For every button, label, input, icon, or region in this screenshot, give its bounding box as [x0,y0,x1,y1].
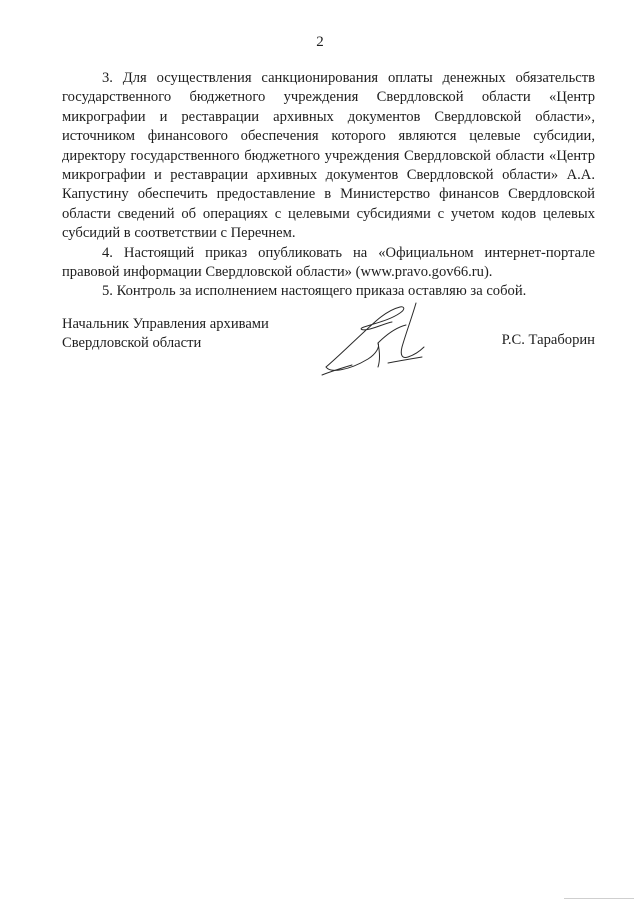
signer-name: Р.С. Тараборин [501,332,595,348]
paragraph-4: 4. Настоящий приказ опубликовать на «Официальном интернет-портале правовой информации Свердловской области» (www.pravo.gov66.ru). [62,244,595,281]
signer-position-line-2: Свердловской области [62,335,202,352]
paragraph-3: 3. Для осуществления санкционирования оплаты денежных обязательств государственного бюджетного учреждения Свердловской области «Центр микрографии и реставрации архивных документов Свердловской области», источником финансового обеспечения которого являются целевые субсидии, директору государственного бюджетного учреждения Свердловской области «Центр микрографии и реставрации архивных документов Свердловской области» А.А. Капустину обеспечить предоставление в Министерство финансов Свердловской области сведений об операциях с целевыми субсидиями с учетом кодов целевых субсидий в соответствии с Перечнем. [62,70,595,242]
signature-block [62,315,595,375]
signer-position [62,315,269,354]
signer-position-line-1: Начальник Управления архивами [62,316,269,332]
page-number: 2 [316,34,324,50]
document-body [62,69,595,302]
scan-artifact [564,898,634,899]
paragraph-5: 5. Контроль за исполнением настоящего приказа оставляю за собой. [102,283,527,300]
handwritten-signature [318,297,448,379]
